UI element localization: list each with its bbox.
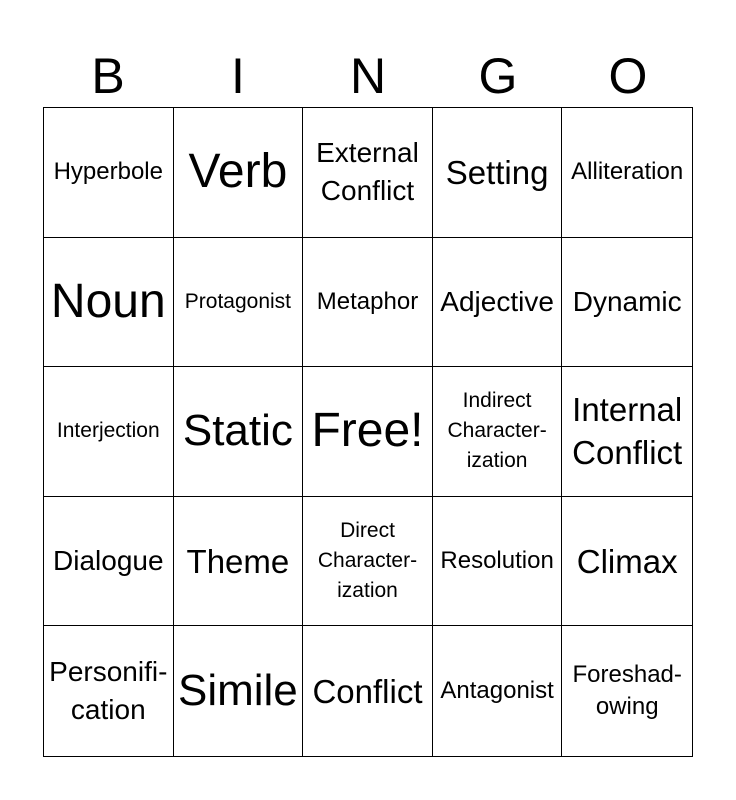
header-letter-b: B: [91, 48, 125, 104]
bingo-cell-n4[interactable]: [303, 497, 433, 627]
bingo-cell-i1[interactable]: [174, 108, 304, 238]
bingo-cell-b4[interactable]: [44, 497, 174, 627]
cell-label: Climax: [576, 542, 678, 580]
bingo-cell-b2[interactable]: [44, 238, 174, 368]
bingo-header: [43, 40, 693, 108]
cell-label: Dialogue: [53, 545, 164, 577]
cell-label: Indirect Character- ization: [447, 389, 547, 473]
bingo-cell-i4[interactable]: [174, 497, 304, 627]
bingo-cell-i3[interactable]: [174, 367, 304, 497]
bingo-cell-o5[interactable]: [562, 626, 692, 756]
cell-label: Antagonist: [440, 677, 554, 705]
cell-label: Adjective: [440, 285, 554, 317]
cell-label: Alliteration: [571, 158, 684, 186]
cell-label: Resolution: [440, 547, 554, 575]
cell-label: Dynamic: [572, 285, 682, 317]
bingo-cell-g5[interactable]: [433, 626, 563, 756]
bingo-cell-g2[interactable]: [433, 238, 563, 368]
bingo-cell-g1[interactable]: [433, 108, 563, 238]
cell-label: Static: [182, 406, 293, 456]
header-letter-g: G: [478, 48, 518, 104]
bingo-cell-n5[interactable]: [303, 626, 433, 756]
bingo-cell-n1[interactable]: [303, 108, 433, 238]
bingo-cell-o4[interactable]: [562, 497, 692, 627]
bingo-cell-o3[interactable]: [562, 367, 692, 497]
bingo-cell-g3[interactable]: [433, 367, 563, 497]
cell-label: Foreshad- owing: [572, 661, 682, 721]
bingo-cell-n2[interactable]: [303, 238, 433, 368]
bingo-grid: [43, 107, 693, 757]
cell-label: Interjection: [56, 419, 160, 443]
bingo-cell-b5[interactable]: [44, 626, 174, 756]
cell-label: External Conflict: [316, 137, 419, 207]
header-letter-o: O: [608, 48, 648, 104]
cell-label: Metaphor: [316, 287, 419, 315]
cell-label: Hyperbole: [53, 158, 163, 186]
cell-label: Verb: [188, 145, 288, 199]
cell-label: Direct Character- ization: [317, 519, 418, 603]
cell-label: Internal Conflict: [572, 391, 683, 472]
cell-label: Protagonist: [184, 289, 291, 313]
bingo-cell-b1[interactable]: [44, 108, 174, 238]
cell-label: Simile: [177, 666, 298, 716]
bingo-cell-o2[interactable]: [562, 238, 692, 368]
bingo-cell-o1[interactable]: [562, 108, 692, 238]
header-letter-i: I: [231, 48, 245, 104]
cell-label: Theme: [186, 542, 290, 580]
bingo-cell-i5[interactable]: [174, 626, 304, 756]
bingo-cell-i2[interactable]: [174, 238, 304, 368]
free-space-label: Free!: [311, 404, 424, 458]
bingo-cell-g4[interactable]: [433, 497, 563, 627]
cell-label: Personifi- cation: [49, 656, 168, 726]
header-letter-n: N: [349, 48, 387, 104]
cell-label: Conflict: [312, 672, 423, 710]
bingo-cell-b3[interactable]: [44, 367, 174, 497]
bingo-cell-n3-free[interactable]: [303, 367, 433, 497]
cell-label: Noun: [50, 274, 166, 328]
cell-label: Setting: [445, 153, 549, 191]
